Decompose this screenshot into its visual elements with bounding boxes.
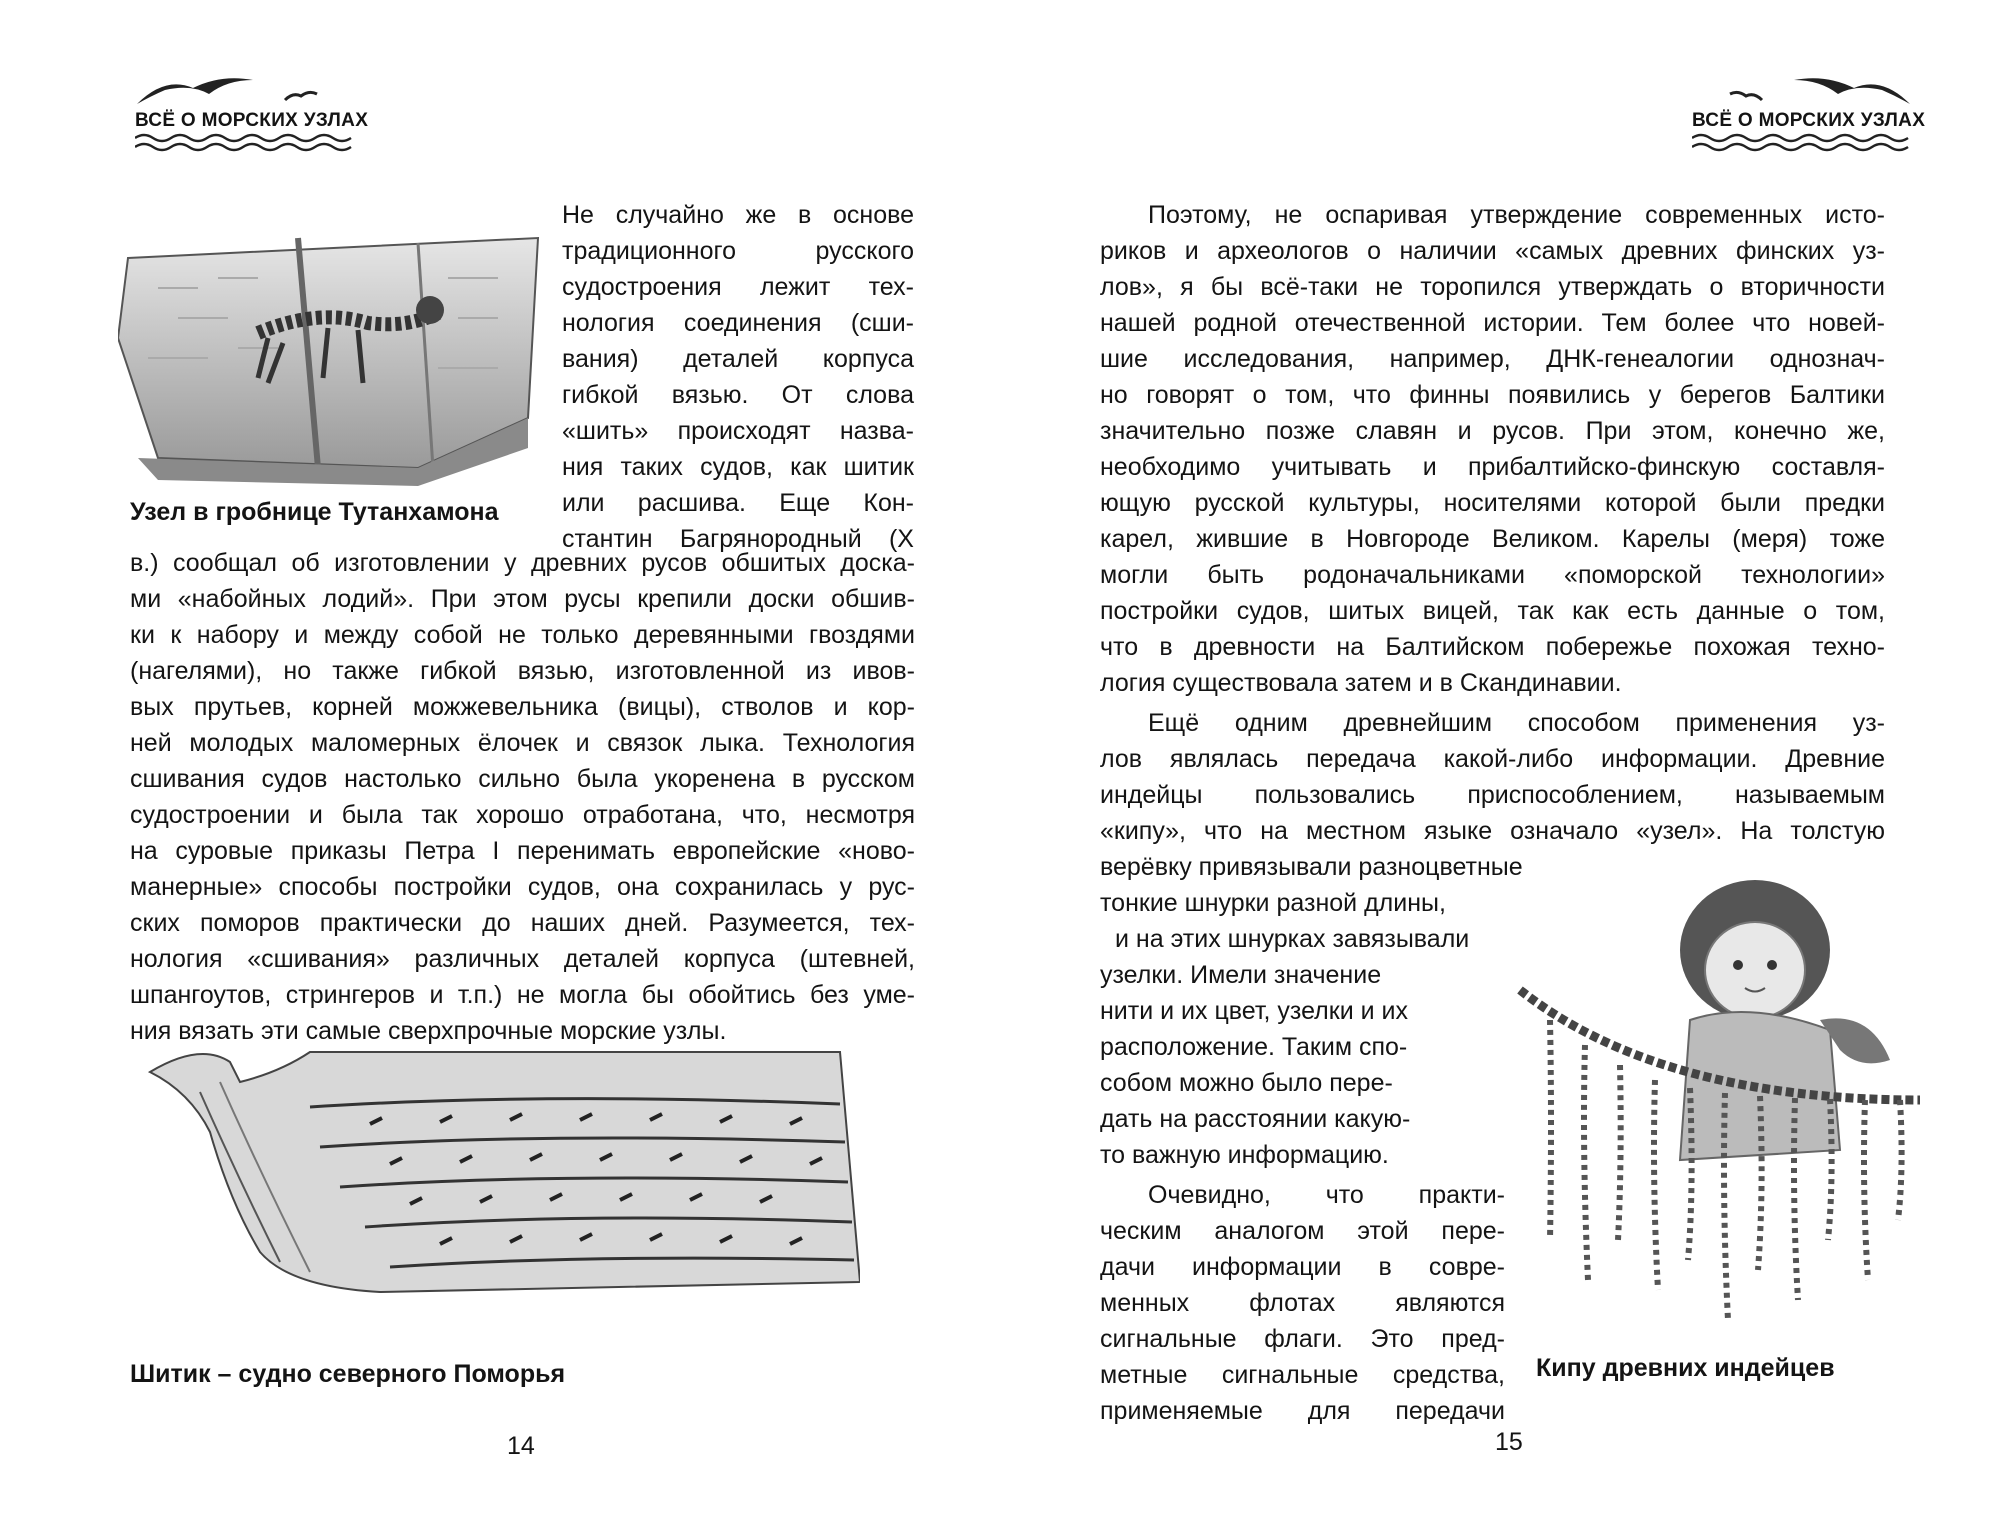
text-line: то важную информацию.: [1100, 1141, 1389, 1169]
right-page: [1000, 0, 2000, 1539]
text-line: тонкие шнурки разной длины,: [1100, 889, 1446, 917]
text-line: ющую русской культуры, носителями которой были предки: [1100, 489, 1885, 517]
text-line: вых прутьев, корней можжевельника (вицы), стволов и кор-: [130, 693, 915, 721]
text-line: (нагелями), но также гибкой вязью, изготовленной из ивов-: [130, 657, 915, 685]
text-line: узелки. Имели значение: [1100, 961, 1382, 989]
text-line: могли быть родоначальниками «поморской технологии»: [1100, 561, 1885, 589]
page-number-left: 14: [507, 1432, 535, 1460]
text-line: гибкой вязью. От слова: [562, 381, 914, 409]
tomb-caption: Узел в гробнице Тутанхамона: [130, 498, 499, 526]
text-line: расположение. Таким спо-: [1100, 1033, 1408, 1061]
text-line: на суровые приказы Петра I перенимать европейские «ново-: [130, 837, 915, 865]
text-line: карел, жившие в Новгороде Великом. Карелы (меря) тоже: [1100, 525, 1885, 553]
text-line: «шить» происходят назва-: [562, 417, 914, 445]
text-line: ния таких судов, как шитик: [562, 453, 914, 481]
text-line: Не случайно же в основе: [562, 201, 914, 229]
text-line: логия существовала затем и в Скандинавии.: [1100, 669, 1622, 697]
wave-icon: [1692, 132, 1912, 152]
text-line: индейцы пользовались приспособлением, называемым: [1100, 781, 1885, 809]
text-line: Ещё одним древнейшим способом применения уз-: [1148, 709, 1885, 737]
text-line: «кипу», что на местном языке означало «узел». На толстую: [1100, 817, 1885, 845]
text-line: значительно позже славян и русов. При этом, конечно же,: [1100, 417, 1885, 445]
text-line: ки к набору и между собой не только деревянными гвоздями: [130, 621, 915, 649]
text-line: сигнальные флаги. Это пред-: [1100, 1325, 1505, 1353]
text-line: ния вязать эти самые сверхпрочные морские узлы.: [130, 1017, 727, 1045]
text-line: риков и археологов о наличии «самых древних финских уз-: [1100, 237, 1885, 265]
text-line: ских поморов практически до наших дней. Разумеется, тех-: [130, 909, 915, 937]
text-line: Поэтому, не оспаривая утверждение современных исто-: [1148, 201, 1885, 229]
wave-icon: [135, 132, 355, 152]
text-line: стантин Багрянородный (X: [562, 525, 914, 553]
text-line: ней молодых маломерных ёлочек и связок лыка. Технология: [130, 729, 915, 757]
text-line: применяемые для передачи: [1100, 1397, 1505, 1425]
text-line: традиционного русского: [562, 237, 914, 265]
text-line: верёвку привязывали разноцветные: [1100, 853, 1523, 881]
text-line: лов являлась передача какой-либо информации. Древние: [1100, 745, 1885, 773]
text-line: ческим аналогом этой пере-: [1100, 1217, 1505, 1245]
text-line: ми «набойных лодий». При этом русы крепили доски обшив-: [130, 585, 915, 613]
text-line: или расшива. Еще Кон-: [562, 489, 914, 517]
text-line: нология соединения (сши-: [562, 309, 914, 337]
text-line: вания) деталей корпуса: [562, 345, 914, 373]
text-line: нити и их цвет, узелки и их: [1100, 997, 1408, 1025]
seagull-icon: [1692, 70, 1912, 110]
boat-caption: Шитик – судно северного Поморья: [130, 1360, 566, 1388]
text-line: дачи информации в совре-: [1100, 1253, 1505, 1281]
text-line: судостроении и была так хорошо отработана, что, несмотря: [130, 801, 915, 829]
text-line: дать на расстоянии какую-: [1100, 1105, 1411, 1133]
tomb-knot-illustration: [118, 218, 548, 488]
kipu-caption: Кипу древних индейцев: [1536, 1354, 1835, 1382]
text-line: шие исследования, например, ДНК-генеалогии однознач-: [1100, 345, 1885, 373]
text-line: сшивания судов настолько сильно была укоренена в русском: [130, 765, 915, 793]
text-line: нология «сшивания» различных деталей корпуса (штевней,: [130, 945, 915, 973]
text-line: менных флотах являются: [1100, 1289, 1505, 1317]
kipu-illustration: [1510, 860, 1930, 1340]
page-number-right: 15: [1495, 1428, 1523, 1456]
text-line: шпангоутов, стрингеров и т.п.) не могла бы обойтись без уме-: [130, 981, 915, 1009]
text-line: но говорят о том, что финны появились у берегов Балтики: [1100, 381, 1885, 409]
text-line: постройки судов, шитых вицей, так как есть данные о том,: [1100, 597, 1885, 625]
text-line: Очевидно, что практи-: [1148, 1181, 1505, 1209]
right-header: [1692, 70, 1925, 152]
boat-illustration: [140, 1032, 860, 1312]
header-title: ВСЁ О МОРСКИХ УЗЛАХ: [1692, 110, 1926, 131]
text-line: нашей родной отечественной истории. Тем более что новей-: [1100, 309, 1885, 337]
text-line: что в древности на Балтийском побережье похожая техно-: [1100, 633, 1885, 661]
text-line: метные сигнальные средства,: [1100, 1361, 1505, 1389]
text-line: в.) сообщал об изготовлении у древних русов обшитых доска-: [130, 549, 915, 577]
text-line: манерные» способы постройки судов, она сохранилась у рус-: [130, 873, 915, 901]
text-line: и на этих шнурках завязывали: [1115, 925, 1470, 953]
text-line: необходимо учитывать и прибалтийско-финскую составля-: [1100, 453, 1885, 481]
text-line: судостроения лежит тех-: [562, 273, 914, 301]
header-title: ВСЁ О МОРСКИХ УЗЛАХ: [135, 110, 369, 131]
left-header: [135, 70, 368, 152]
text-line: лов», я бы всё-таки не торопился утверждать о вторичности: [1100, 273, 1885, 301]
text-line: собом можно было пере-: [1100, 1069, 1393, 1097]
seagull-icon: [135, 70, 355, 110]
